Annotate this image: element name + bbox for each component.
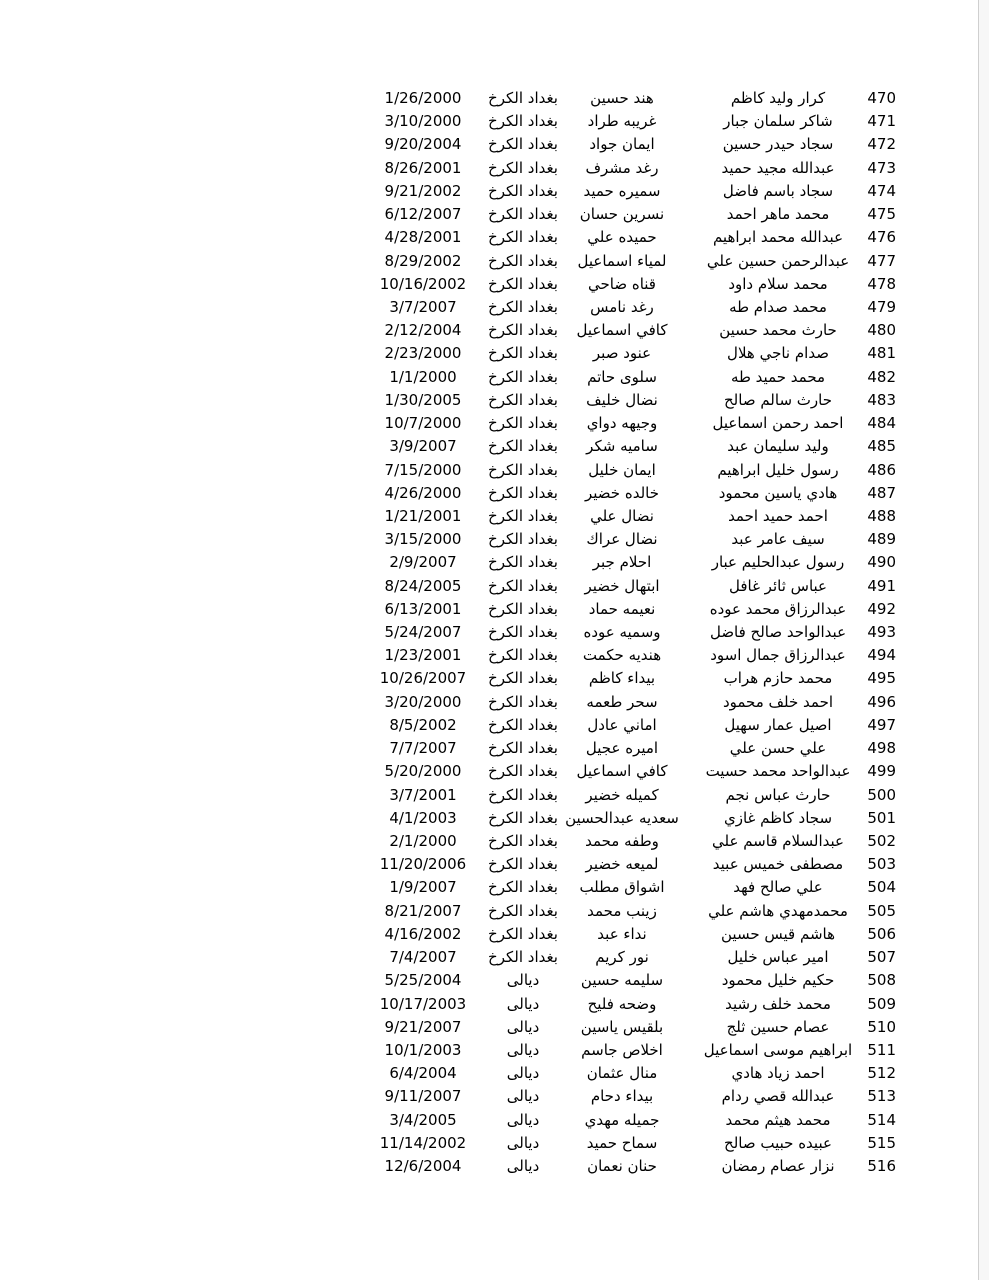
row-number: 504 [867,878,896,897]
table-row [360,900,900,923]
row-number: 510 [867,1017,896,1036]
mother-name: ايمان جواد [589,135,655,154]
mother-name: اماني عادل [587,715,657,734]
row-number: 490 [867,553,896,572]
row-number: 477 [867,251,896,270]
location: بغداد الكرخ [488,762,558,781]
table-row [360,250,900,273]
location: بغداد الكرخ [488,576,558,595]
mother-name: ساميه شكر [586,437,658,456]
row-number: 475 [867,205,896,224]
row-number: 478 [867,274,896,293]
table-row [360,644,900,667]
birth-date: 3/10/2000 [384,112,462,131]
mother-name: بلقيس ياسين [580,1017,664,1036]
row-number: 496 [867,692,896,711]
full-name: سجاد كاظم غازي [723,808,833,827]
row-number: 509 [867,994,896,1013]
location: ديالى [506,1064,540,1083]
mother-name: عنود صبر [592,344,652,363]
birth-date: 2/1/2000 [389,832,457,850]
full-name: عبدالله مجيد حميد [721,158,835,177]
table-row [360,226,900,249]
mother-name: ايمان خليل [588,460,656,479]
location: ديالى [506,1157,540,1176]
full-name: محمد خلف رشيد [725,994,831,1013]
location: بغداد الكرخ [488,692,558,711]
mother-name: حنان نعمان [587,1157,657,1176]
mother-name: نور كريم [595,948,649,967]
full-name: ابراهيم موسى اسماعيل [703,1040,853,1059]
mother-name: منال عثمان [586,1064,658,1083]
mother-name: سحر طعمه [586,692,658,711]
birth-date: 8/21/2007 [384,901,462,920]
birth-date: 9/21/2007 [384,1017,462,1036]
table-row [360,87,900,110]
birth-date: 2/12/2004 [384,321,462,340]
mother-name: نعيمه حماد [588,599,656,618]
location: ديالى [506,1110,540,1129]
mother-name: رغد نامس [590,297,654,316]
row-number: 505 [867,901,896,920]
full-name: علي حسن علي [729,739,827,758]
table-row [360,667,900,690]
row-number: 487 [867,483,896,502]
location: بغداد الكرخ [488,623,558,642]
birth-date: 5/25/2004 [384,971,462,990]
full-name: هادي ياسين محمود [718,483,838,502]
location: بغداد الكرخ [488,832,558,850]
mother-name: سميره حميد [583,181,661,200]
row-number: 486 [867,460,896,479]
location: بغداد الكرخ [488,205,558,224]
full-name: محمد سلام داود [728,274,828,293]
location: بغداد الكرخ [488,948,558,967]
row-number: 511 [867,1040,896,1059]
full-name: محمد حميد طه [730,367,826,386]
birth-date: 1/1/2000 [389,367,457,386]
full-name: احمد حميد احمد [728,506,828,525]
location: بغداد الكرخ [488,785,558,804]
mother-name: بيداء كاظم [588,669,656,688]
location: بغداد الكرخ [488,112,558,131]
mother-name: قناه ضاحي [588,274,656,293]
mother-name: هنديه حكمت [582,646,662,665]
birth-date: 3/7/2001 [389,785,457,804]
location: بغداد الكرخ [488,483,558,502]
table-row [360,273,900,296]
table-row [360,528,900,551]
row-number: 498 [867,739,896,758]
full-name: اصيل عمار سهيل [724,715,832,734]
mother-name: بيداء دحام [590,1087,654,1106]
mother-name: لميعه خضير [585,855,659,874]
row-number: 492 [867,599,896,618]
table-row [360,1085,900,1108]
birth-date: 6/13/2001 [384,599,462,618]
table-row [360,575,900,598]
table-row [360,830,900,853]
birth-date: 2/23/2000 [384,344,462,363]
location: بغداد الكرخ [488,646,558,665]
full-name: حكيم خليل محمود [721,971,835,990]
full-name: محمد صدام طه [729,297,827,316]
location: بغداد الكرخ [488,553,558,572]
mother-name: وجيهه دواي [586,414,658,433]
table-row [360,923,900,946]
birth-date: 6/4/2004 [389,1064,457,1083]
birth-date: 12/6/2004 [384,1157,462,1176]
location: بغداد الكرخ [488,158,558,177]
location: بغداد الكرخ [488,344,558,363]
mother-name: اخلاص جاسم [581,1040,663,1059]
table-row [360,157,900,180]
row-number: 503 [867,855,896,874]
location: ديالى [506,1133,540,1152]
birth-date: 3/9/2007 [389,437,457,456]
birth-date: 8/5/2002 [389,715,457,734]
mother-name: نضال خليف [586,390,658,409]
birth-date: 8/26/2001 [384,158,462,177]
birth-date: 10/17/2003 [379,994,467,1013]
full-name: حارث محمد حسين [719,321,837,340]
birth-date: 7/4/2007 [389,948,457,967]
birth-date: 8/29/2002 [384,251,462,270]
location: بغداد الكرخ [488,251,558,270]
mother-name: كافي اسماعيل [576,762,668,781]
mother-name: وضحه فليح [587,994,657,1013]
table-row [360,203,900,226]
birth-date: 10/1/2003 [384,1040,462,1059]
full-name: عصام حسين ثلج [726,1017,830,1036]
birth-date: 4/1/2003 [389,808,457,827]
birth-date: 1/21/2001 [384,506,462,525]
location: بغداد الكرخ [488,367,558,386]
location: بغداد الكرخ [488,669,558,688]
location: ديالى [506,1017,540,1036]
row-number: 485 [867,437,896,456]
mother-name: سلوى حاتم [587,367,657,386]
birth-date: 4/28/2001 [384,228,462,247]
birth-date: 10/16/2002 [379,274,467,293]
location: بغداد الكرخ [488,460,558,479]
row-number: 515 [867,1133,896,1152]
mother-name: لمياء اسماعيل [577,251,667,270]
table-row [360,412,900,435]
table-row [360,969,900,992]
table-row [360,482,900,505]
mother-name: حميده علي [587,228,657,247]
full-name: كرار وليد كاظم [730,89,826,107]
row-number: 472 [867,135,896,154]
mother-name: احلام جبر [592,553,652,572]
row-number: 470 [867,89,896,107]
mother-name: خالده خضير [585,483,659,502]
row-number: 494 [867,646,896,665]
table-row [360,435,900,458]
table-row [360,946,900,969]
location: بغداد الكرخ [488,506,558,525]
mother-name: جميله مهدي [584,1110,660,1129]
row-number: 479 [867,297,896,316]
full-name: عباس ثائر غافل [728,576,828,595]
row-number: 502 [867,832,896,850]
full-name: احمد خلف محمود [722,692,834,711]
location: بغداد الكرخ [488,297,558,316]
location: بغداد الكرخ [488,924,558,943]
location: بغداد الكرخ [488,530,558,549]
full-name: نزار عصام رمضان [721,1157,835,1176]
full-name: محمدمهدي هاشم علي [708,901,848,920]
location: بغداد الكرخ [488,878,558,897]
location: بغداد الكرخ [488,135,558,154]
full-name: سجاد حيدر حسين [722,135,834,154]
full-name: عبدالله محمد ابراهيم [712,228,844,247]
mother-name: سماح حميد [586,1133,658,1152]
row-number: 501 [867,808,896,827]
location: بغداد الكرخ [488,390,558,409]
mother-name: كميله خضير [585,785,659,804]
row-number: 482 [867,367,896,386]
table-row [360,807,900,830]
table-row [360,1155,900,1178]
location: بغداد الكرخ [488,181,558,200]
mother-name: هند حسين [590,89,654,107]
location: بغداد الكرخ [488,274,558,293]
table-row [360,342,900,365]
row-number: 483 [867,390,896,409]
full-name: وليد سليمان عبد [727,437,829,456]
location: بغداد الكرخ [488,808,558,827]
table-row [360,459,900,482]
row-number: 499 [867,762,896,781]
full-name: علي صالح فهد [733,878,823,897]
mother-name: غريبه طراد [587,112,657,131]
full-name: رسول عبدالحليم عبار [711,553,845,572]
mother-name: اميره عجيل [585,739,659,758]
birth-date: 1/9/2007 [389,878,457,897]
table-row [360,1109,900,1132]
table-row [360,1062,900,1085]
birth-date: 9/21/2002 [384,181,462,200]
full-name: رسول خليل ابراهيم [717,460,839,479]
mother-name: كافي اسماعيل [576,321,668,340]
row-number: 488 [867,506,896,525]
birth-date: 2/9/2007 [389,553,457,572]
table-row [360,993,900,1016]
row-number: 508 [867,971,896,990]
table-row [360,1039,900,1062]
table-row [360,737,900,760]
birth-date: 6/12/2007 [384,205,462,224]
table-row [360,876,900,899]
row-number: 495 [867,669,896,688]
row-number: 506 [867,924,896,943]
birth-date: 3/20/2000 [384,692,462,711]
table-row [360,366,900,389]
mother-name: زينب محمد [587,901,657,920]
mother-name: سليمه حسين [580,971,664,990]
row-number: 497 [867,715,896,734]
location: بغداد الكرخ [488,228,558,247]
mother-name: ابتهال خضير [584,576,660,595]
row-number: 471 [867,112,896,131]
birth-date: 5/20/2000 [384,762,462,781]
table-row [360,180,900,203]
row-number: 491 [867,576,896,595]
row-number: 489 [867,530,896,549]
full-name: مصطفى خميس عبيد [712,855,844,874]
location: بغداد الكرخ [488,414,558,433]
location: بغداد الكرخ [488,599,558,618]
full-name: محمد حازم هراب [723,669,833,688]
mother-name: نضال عراك [586,530,658,549]
location: بغداد الكرخ [488,321,558,340]
full-name: محمد هيثم محمد [725,1110,831,1129]
full-name: هاشم قيس حسين [721,924,835,943]
table-row [360,133,900,156]
mother-name: سعديه عبدالحسين [565,808,679,827]
location: بغداد الكرخ [488,855,558,874]
full-name: عبدالسلام قاسم علي [712,832,844,850]
birth-date: 4/16/2002 [384,924,462,943]
table-row [360,1016,900,1039]
full-name: عبيده حبيب صالح [724,1133,832,1152]
birth-date: 10/7/2000 [384,414,462,433]
table-row [360,853,900,876]
birth-date: 1/26/2000 [384,89,462,107]
full-name: عبدالواحد محمد حسيت [705,762,851,781]
full-name: احمد زياد هادي [731,1064,825,1083]
full-name: عبدالرزاق جمال اسود [710,646,846,665]
birth-date: 1/23/2001 [384,646,462,665]
mother-name: وطفه محمد [585,832,659,850]
birth-date: 9/20/2004 [384,135,462,154]
row-number: 493 [867,623,896,642]
birth-date: 7/7/2007 [389,739,457,758]
birth-date: 10/26/2007 [379,669,467,688]
table-row [360,505,900,528]
birth-date: 11/20/2006 [379,855,467,874]
table-row [360,784,900,807]
full-name: امير عباس خليل [727,948,829,967]
mother-name: اشواق مطلب [579,878,665,897]
table-row [360,621,900,644]
table-row [360,296,900,319]
location: ديالى [506,994,540,1013]
birth-date: 3/4/2005 [389,1110,457,1129]
full-name: عبدالرزاق محمد عوده [709,599,847,618]
mother-name: وسميه عوده [583,623,661,642]
row-number: 474 [867,181,896,200]
location: بغداد الكرخ [488,89,558,107]
birth-date: 3/15/2000 [384,530,462,549]
mother-name: نضال علي [590,506,654,525]
location: ديالى [506,1040,540,1059]
full-name: حارث عباس نجم [725,785,831,804]
table-row [360,1132,900,1155]
birth-date: 7/15/2000 [384,460,462,479]
row-number: 516 [867,1157,896,1176]
location: بغداد الكرخ [488,739,558,758]
table-row [360,714,900,737]
table-row [360,551,900,574]
row-number: 500 [867,785,896,804]
table-row [360,319,900,342]
birth-date: 1/30/2005 [384,390,462,409]
birth-date: 4/26/2000 [384,483,462,502]
mother-name: رغد مشرف [585,158,659,177]
full-name: عبدالله قصي ردام [721,1087,835,1106]
row-number: 507 [867,948,896,967]
birth-date: 8/24/2005 [384,576,462,595]
full-name: عبدالرحمن حسين علي [706,251,850,270]
full-name: حارث سالم صالح [724,390,832,409]
row-number: 484 [867,414,896,433]
row-number: 480 [867,321,896,340]
full-name: سجاد باسم فاضل [722,181,834,200]
full-name: محمد ماهر احمد [726,205,830,224]
records-table [360,87,900,1178]
birth-date: 11/14/2002 [379,1133,467,1152]
mother-name: نسرين حسان [579,205,665,224]
table-row [360,691,900,714]
location: بغداد الكرخ [488,437,558,456]
row-number: 514 [867,1110,896,1129]
row-number: 476 [867,228,896,247]
full-name: سيف عامر عبد [731,530,825,549]
row-number: 473 [867,158,896,177]
full-name: عبدالواحد صالح فاضل [709,623,847,642]
birth-date: 3/7/2007 [389,297,457,316]
table-row [360,598,900,621]
row-number: 512 [867,1064,896,1083]
birth-date: 9/11/2007 [384,1087,462,1106]
full-name: شاكر سلمان جبار [723,112,833,131]
table-row [360,110,900,133]
location: ديالى [506,971,540,990]
row-number: 481 [867,344,896,363]
row-number: 513 [867,1087,896,1106]
full-name: صدام ناجي هلال [727,344,829,363]
location: بغداد الكرخ [488,901,558,920]
location: ديالى [506,1087,540,1106]
full-name: احمد رحمن اسماعيل [712,414,844,433]
birth-date: 5/24/2007 [384,623,462,642]
table-row [360,760,900,783]
table-row [360,389,900,412]
mother-name: نداء عبد [597,924,647,943]
location: بغداد الكرخ [488,715,558,734]
